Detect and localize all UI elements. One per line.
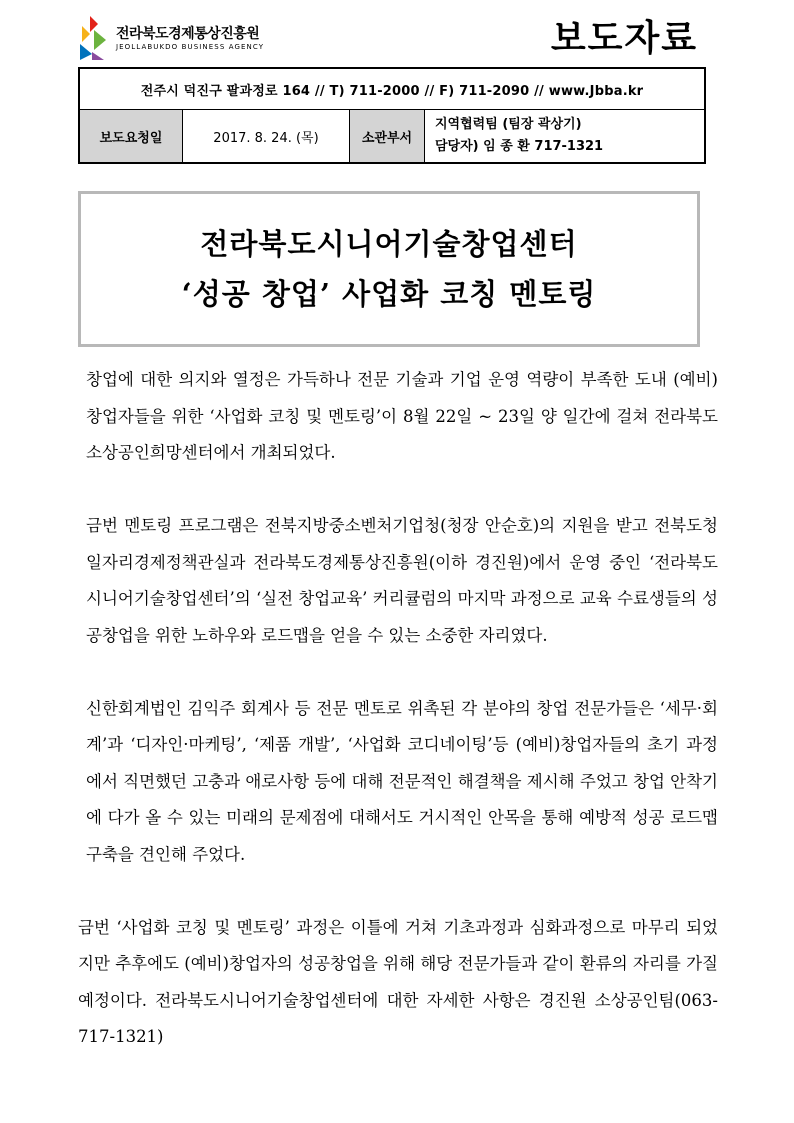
org-logo-icon [76, 16, 110, 60]
info-table [78, 67, 706, 164]
request-date: 2017. 8. 24. (목) [183, 110, 350, 164]
paragraph: 금번 ‘사업화 코칭 및 멘토링’ 과정은 이틀에 거쳐 기초과정과 심화과정으로 마무리 되었지만 추후에도 (예비)창업자의 성공창업을 위해 해당 전문가들과 같이 환류의 자리를 가질 예정이다. 전라북도시니어기술창업센터에 대한 자세한 사항은 경진원 소상공인팀(063-717-1321) [78, 917, 718, 1046]
paragraph: 창업에 대한 의지와 열정은 가득하나 전문 기술과 기업 운영 역량이 부족한 도내 (예비)창업자들을 위한 ‘사업화 코칭 및 멘토링’이 8월 22일 ~ 23일 양 일간에 걸쳐 전라북도소상공인희망센터에서 개최되었다. [86, 370, 718, 462]
dept-contact: 담당자) 임 종 환 717-1321 [435, 139, 604, 154]
org-name: 전라북도경제통상진흥원 [116, 26, 260, 42]
dept-info [425, 110, 706, 164]
dept-label: 소관부서 [350, 110, 425, 164]
press-release-title: 보도자료 [550, 18, 698, 59]
paragraph: 신한회계법인 김익주 회계사 등 전문 멘토로 위촉된 각 분야의 창업 전문가들은 ‘세무·회계’과 ‘디자인·마케팅’, ‘제품 개발’, ‘사업화 코디네이팅’등 (예비)창업자들의 초기 과정에서 직면했던 고충과 애로사항 등에 대해 전문적인 해결책을 제시해 주었고 창업 안착기에 다가 올 수 있는 미래의 문제점에 대해서도 거시적인 안목을 통해 예방적 성공 로드맵 구축을 견인해 주었다. [86, 698, 718, 864]
article-body [78, 362, 718, 1092]
paragraph: 금번 멘토링 프로그램은 전북지방중소벤처기업청(청장 안순호)의 지원을 받고 전북도청 일자리경제정책관실과 전라북도경제통상진흥원(이하 경진원)에서 운영 중인 ‘전라북도시니어기술창업센터’의 ‘실전 창업교육’ 커리큘럼의 마지막 과정으로 교육 수료생들의 성공창업을 위한 노하우와 로드맵을 얻을 수 있는 소중한 자리였다. [86, 516, 718, 645]
org-logo [76, 14, 276, 64]
dept-team: 지역협력팀 (팀장 곽상기) [435, 117, 582, 132]
request-date-label: 보도요청일 [79, 110, 183, 164]
org-name-en: JEOLLABUKDO BUSINESS AGENCY [116, 43, 265, 51]
headline-box [78, 191, 700, 347]
headline-line-1: 전라북도시니어기술창업센터 [200, 227, 578, 261]
headline-line-2: ‘성공 창업’ 사업화 코칭 멘토링 [181, 277, 597, 311]
address-line: 전주시 덕진구 팔과정로 164 // T) 711-2000 // F) 711-2090 // www.Jbba.kr [79, 68, 705, 110]
